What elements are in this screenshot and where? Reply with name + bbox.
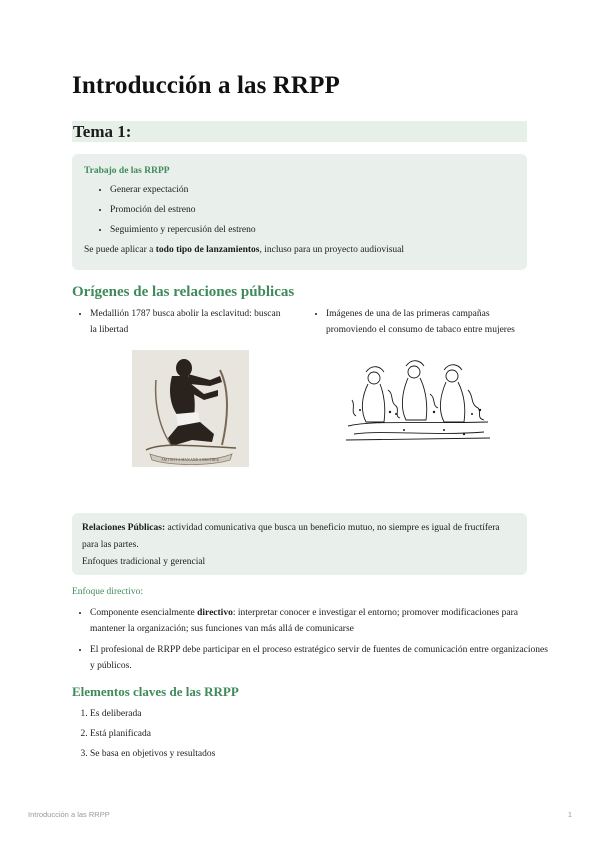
origins-heading: Orígenes de las relaciones públicas xyxy=(72,284,295,300)
list-item: • Componente esencialmente directivo: interpretar conocer e investigar el entorno; promover modificaciones para mantener la organización; sus funciones van más allá de comunicarse xyxy=(90,605,550,637)
origins-left-column xyxy=(72,306,287,338)
list-item: 3. Se basa en objetivos y resultados xyxy=(90,744,390,764)
page-title: Introducción a las RRPP xyxy=(72,72,340,99)
medallion-inscription: AM I NOT A MAN AND A BROTHER xyxy=(161,458,219,462)
origins-right-column xyxy=(308,306,533,338)
campaign-image xyxy=(344,350,492,445)
list-item: • Seguimiento y repercusión del estreno xyxy=(110,220,515,240)
page-number: 1 xyxy=(567,810,572,819)
enfoque-label: Enfoque directivo: xyxy=(72,587,143,597)
list-item: 1. Es deliberada xyxy=(90,704,390,724)
list-item: • El profesional de RRPP debe participar en el proceso estratégico servir de fuentes de comunicación entre organizaciones y públicos. xyxy=(90,642,550,674)
item-bold: directivo xyxy=(197,608,233,618)
enfoque-list xyxy=(72,605,550,679)
list-item: 2. Está planificada xyxy=(90,724,390,744)
elementos-list xyxy=(72,704,390,764)
elementos-heading: Elementos claves de las RRPP xyxy=(72,684,239,699)
section-heading: Tema 1: xyxy=(72,121,527,142)
callout-heading: Trabajo de las RRPP xyxy=(84,166,170,176)
callout-note: Se puede aplicar a todo tipo de lanzamientos, incluso para un proyecto audiovisual xyxy=(84,245,405,255)
list-item: • Generar expectación xyxy=(110,180,515,200)
definition-term: Relaciones Públicas: xyxy=(82,523,166,533)
note-bold: todo tipo de lanzamientos xyxy=(155,245,260,255)
medallion-image xyxy=(132,350,249,467)
list-item: • Promoción del estreno xyxy=(110,200,515,220)
list-item: • Imágenes de una de las primeras campañas promoviendo el consumo de tabaco entre mujeres xyxy=(326,306,533,338)
callout-relaciones-publicas xyxy=(72,513,527,575)
list-item: • Medallión 1787 busca abolir la esclavitud: buscan la libertad xyxy=(90,306,287,338)
definition-text: Relaciones Públicas: actividad comunicativa que busca un beneficio mutuo, no siempre es igual de fructífera para las partes. xyxy=(82,523,500,550)
footer-title: Introducción a las RRPP xyxy=(28,810,110,819)
callout-trabajo xyxy=(72,154,527,270)
callout-list xyxy=(84,180,515,240)
definition-line2: Enfoques tradicional y gerencial xyxy=(82,557,206,567)
